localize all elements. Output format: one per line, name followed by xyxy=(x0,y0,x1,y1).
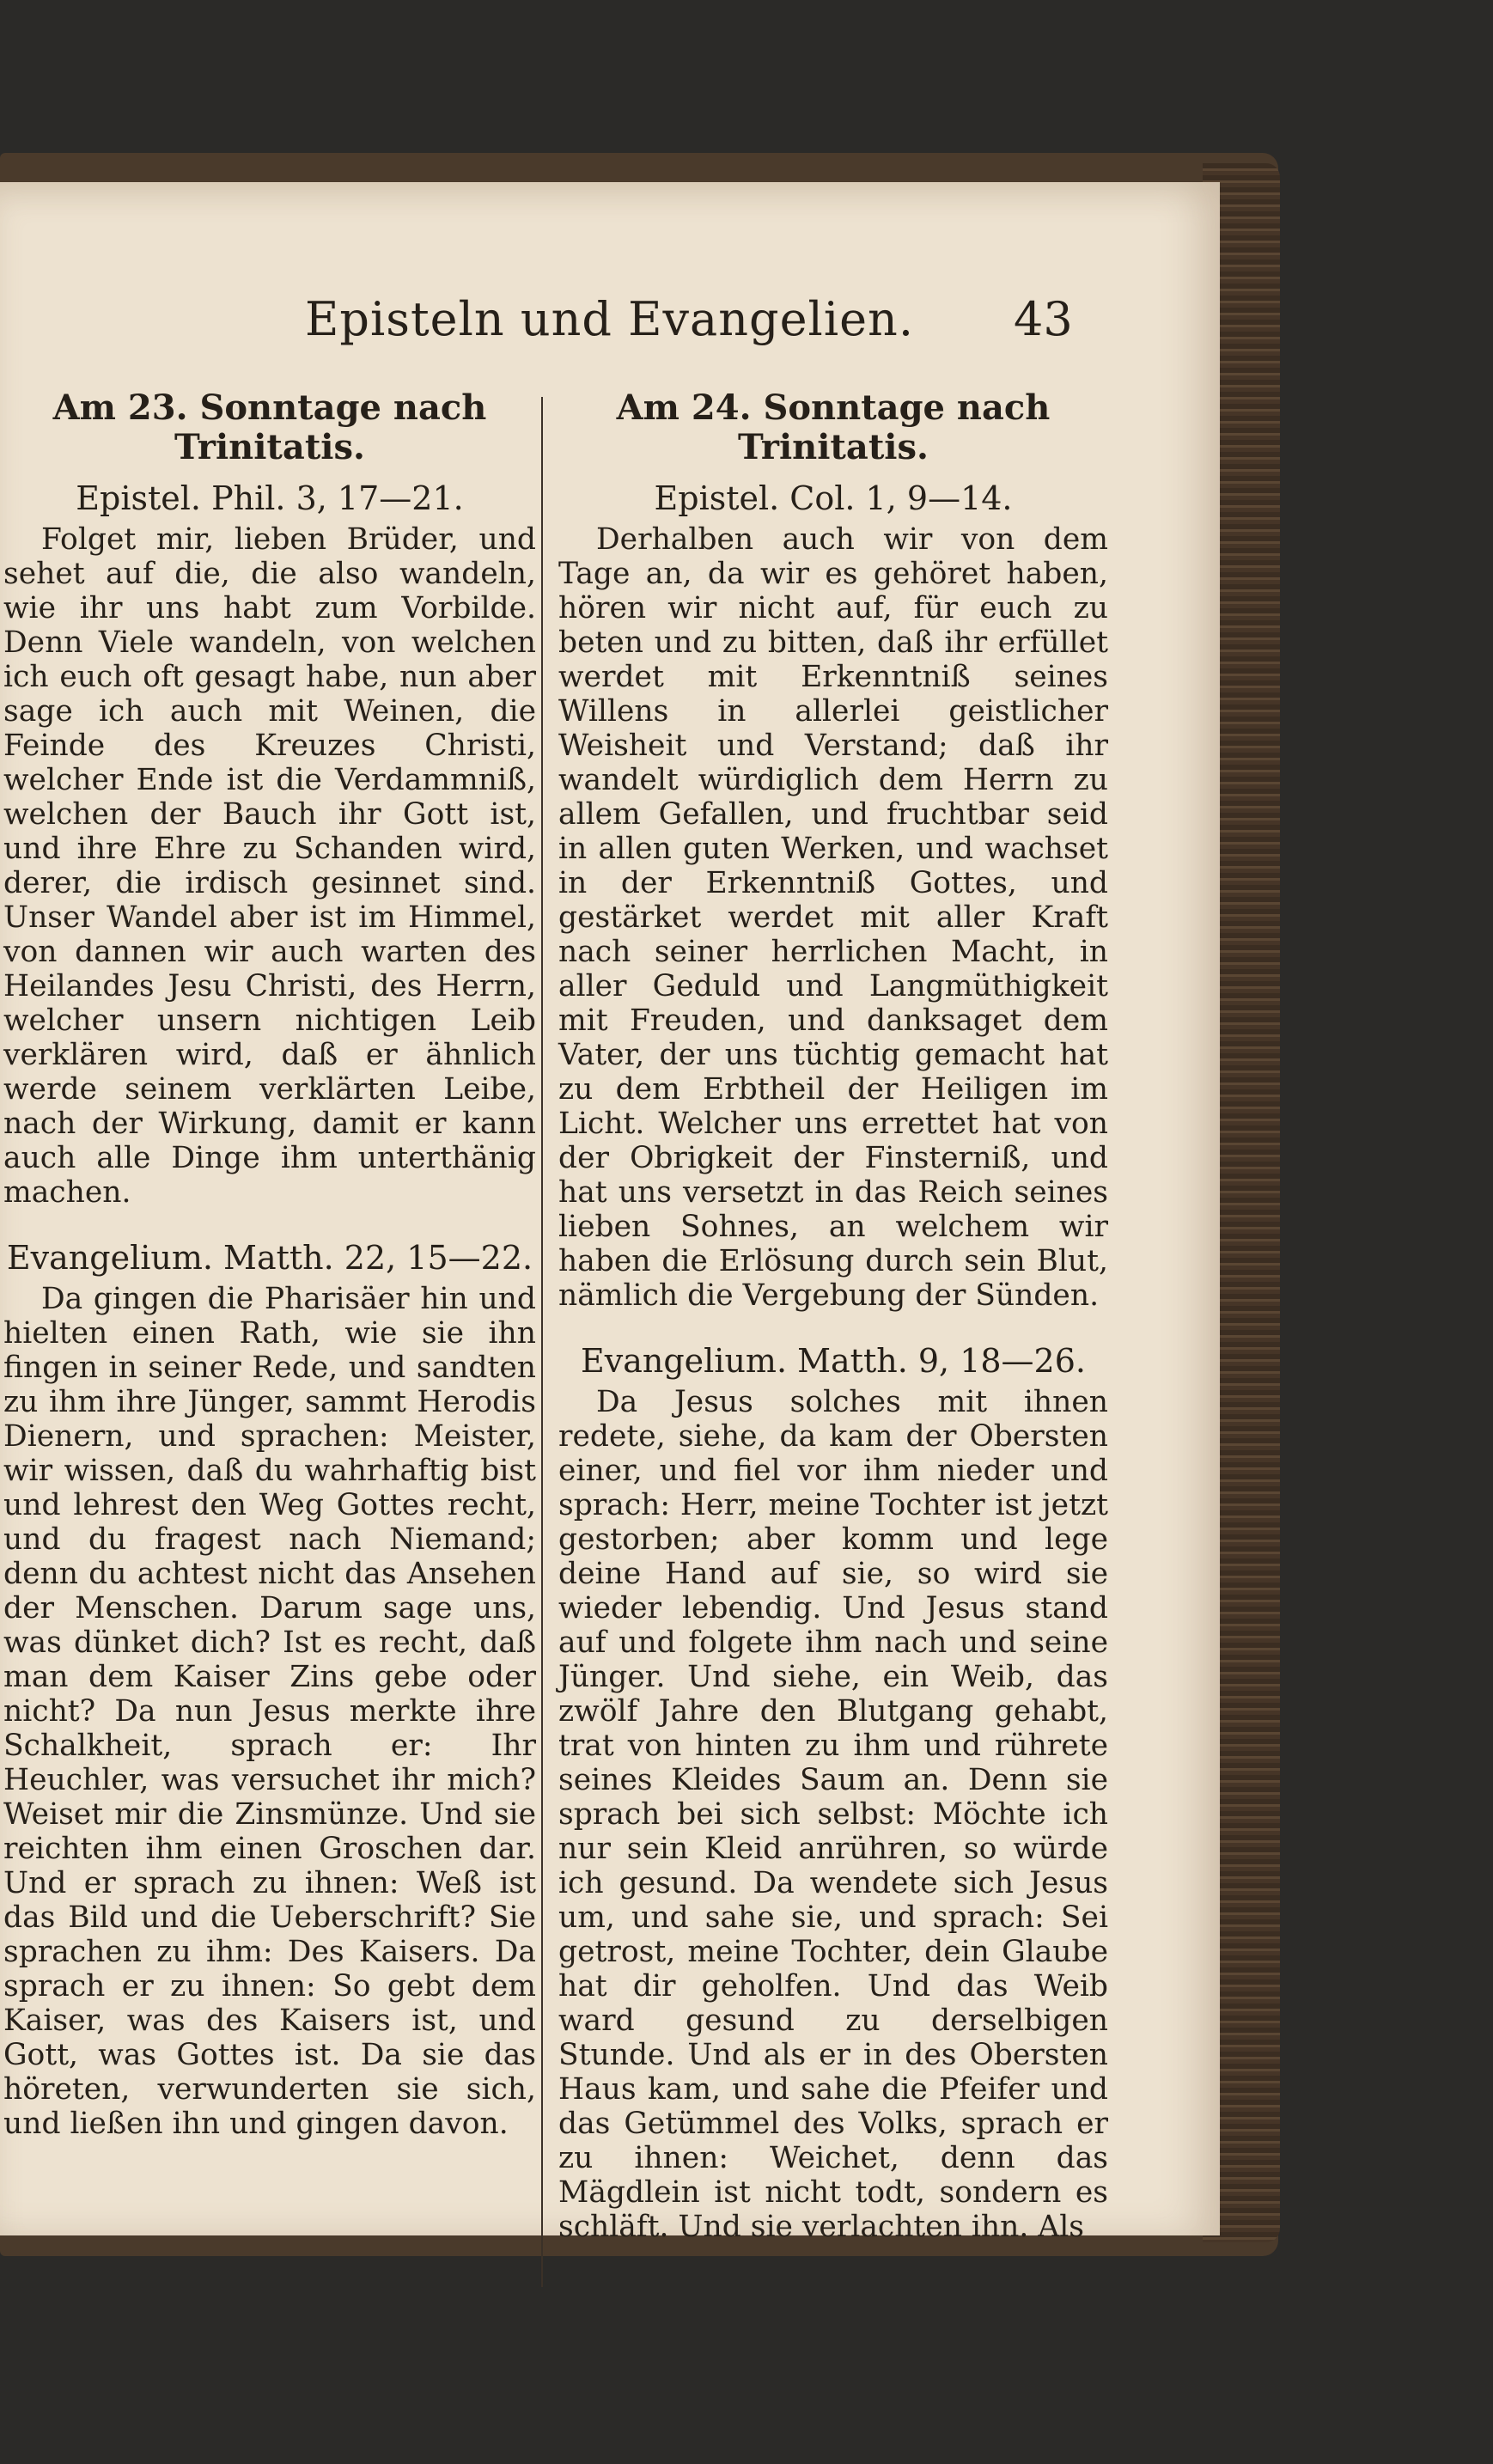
sunday-heading: Am 23. Sonntage nach Trinitatis. xyxy=(52,387,487,467)
page-number: 43 xyxy=(1014,292,1073,346)
sunday-heading: Am 24. Sonntage nach Trinitatis. xyxy=(616,387,1051,467)
gospel-text: Da gingen die Pharisäer hin und hielten einen Rath, wie sie ihn fingen in seiner Rede, und sandten zu ihm ihre Jünger, sammt Herodis Dienern, und sprachen: Meister, wir wissen, daß du wahrhaftig bist und lehrest den Weg Gottes recht, und du fragest nach Niemand; denn du achtest nicht das Ansehen der Menschen. Darum sage uns, was dünket dich? Ist es recht, daß man dem Kaiser Zins gebe oder nicht? Da nun Jesus merkte ihre Schalkheit, sprach er: Ihr Heuchler, was versuchet ihr mich? Weiset mir die Zinsmünze. Und sie reichten ihm einen Groschen dar. Und er sprach zu ihnen: Weß ist das Bild und die Ueberschrift? Sie sprachen zu ihm: Des Kaisers. Da sprach er zu ihnen: So gebt dem Kaiser, was des Kaisers ist, und Gott, was Gottes ist. Da sie das höreten, verwunderten sie sich, und ließen ihn und gingen davon. xyxy=(3,1282,536,2141)
gospel-text: Da Jesus solches mit ihnen redete, siehe, da kam der Obersten einer, und fiel vor ihm nieder und sprach: Herr, meine Tochter ist jetzt gestorben; aber komm und lege deine Hand auf sie, so wird sie wieder lebendig. Und Jesus stand auf und folgete ihm nach und seine Jünger. Und siehe, ein Weib, das zwölf Jahre den Blutgang gehabt, trat von hinten zu ihm und rührete seines Kleides Saum an. Denn sie sprach bei sich selbst: Möchte ich nur sein Kleid anrühren, so würde ich gesund. Da wendete sich Jesus um, und sahe sie, und sprach: Sei getrost, meine Tochter, dein Glaube hat dir geholfen. Und das Weib ward gesund zu derselbigen Stunde. Und als er in des Obersten Haus kam, und sahe die Pfeifer und das Getümmel des Volks, sprach er zu ihnen: Weichet, denn das Mägdlein ist nicht todt, sondern es schläft. Und sie verlachten ihn. Als xyxy=(558,1385,1108,2244)
running-title: Episteln und Evangelien. xyxy=(305,292,914,346)
book-page xyxy=(0,182,1220,2244)
epistle-text: Folget mir, lieben Brüder, und sehet auf die, die also wandeln, wie ihr uns habt zum Vorbilde. Denn Viele wandeln, von welchen ich euch oft gesagt habe, nun aber sage ich auch mit Weinen, die Feinde des Kreuzes Christi, welcher Ende ist die Verdammniß, welchen der Bauch ihr Gott ist, und ihre Ehre zu Schanden wird, derer, die irdisch gesinnet sind. Unser Wandel aber ist im Himmel, von dannen wir auch warten des Heilandes Jesu Christi, des Herrn, welcher unsern nichtigen Leib verklären wird, daß er ähnlich werde seinem verklärten Leibe, nach der Wirkung, damit er kann auch alle Dinge ihm unterthänig machen. xyxy=(3,522,536,1210)
right-column xyxy=(558,388,1108,2244)
gospel-heading: Evangelium. Matth. 9, 18—26. xyxy=(581,1342,1086,1380)
gospel-heading: Evangelium. Matth. 22, 15—22. xyxy=(6,1239,533,1277)
epistle-heading: Epistel. Phil. 3, 17—21. xyxy=(76,479,464,517)
epistle-heading: Epistel. Col. 1, 9—14. xyxy=(654,479,1013,517)
left-column xyxy=(3,388,536,2141)
column-divider xyxy=(541,397,543,2287)
page-header xyxy=(0,292,1220,361)
epistle-text: Derhalben auch wir von dem Tage an, da wir es gehöret haben, hören wir nicht auf, für euch zu beten und zu bitten, daß ihr erfüllet werdet mit Erkenntniß seines Willens in allerlei geistlicher Weisheit und Verstand; daß ihr wandelt würdiglich dem Herrn zu allem Gefallen, und fruchtbar seid in allen guten Werken, und wachset in der Erkenntniß Gottes, und gestärket werdet mit aller Kraft nach seiner herrlichen Macht, in aller Geduld und Langmüthigkeit mit Freuden, und danksaget dem Vater, der uns tüchtig gemacht hat zu dem Erbtheil der Heiligen im Licht. Welcher uns errettet hat von der Obrigkeit der Finsterniß, und hat uns versetzt in das Reich seines lieben Sohnes, an welchem wir haben die Erlösung durch sein Blut, nämlich die Vergebung der Sünden. xyxy=(558,522,1108,1313)
